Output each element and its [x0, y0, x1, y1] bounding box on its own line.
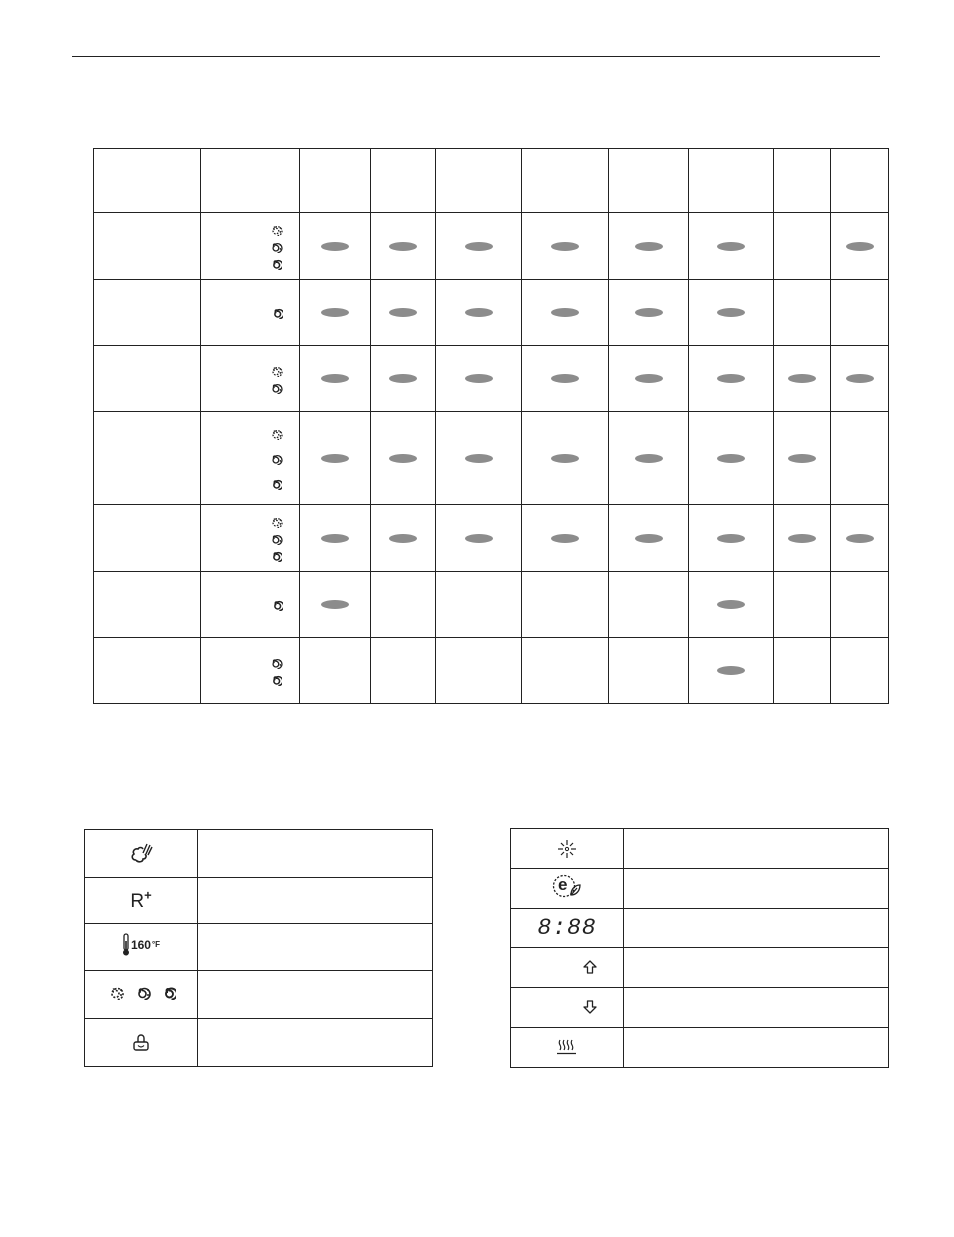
option-cell — [300, 280, 371, 346]
option-cell — [522, 412, 609, 505]
option-available-dot — [321, 600, 349, 609]
option-cell — [522, 346, 609, 412]
option-cell — [300, 638, 371, 704]
soil-level-cell — [201, 572, 300, 638]
option-available-dot — [321, 242, 349, 251]
child-lock-icon — [132, 1033, 150, 1053]
legend-row — [85, 924, 433, 971]
option-cell — [774, 412, 831, 505]
option-available-dot — [635, 242, 663, 251]
option-cell — [371, 412, 436, 505]
soil-light-icon — [106, 984, 124, 1000]
option-available-dot — [635, 374, 663, 383]
soil-light-icon — [268, 515, 283, 528]
option-cell — [831, 213, 889, 280]
cycle-name-cell — [94, 638, 201, 704]
soil-light-icon — [268, 364, 283, 377]
option-cell — [436, 572, 522, 638]
arrow-down-icon — [583, 1000, 597, 1014]
option-cell — [609, 346, 689, 412]
heated-dry-icon — [556, 1038, 578, 1056]
option-cell — [689, 280, 774, 346]
option-available-dot — [788, 454, 816, 463]
legend-row — [511, 909, 889, 948]
legend-row — [511, 1028, 889, 1068]
rinse-plus-icon: R+ — [130, 887, 152, 913]
header-cell — [94, 149, 201, 213]
soil-light-icon — [268, 427, 283, 440]
option-available-dot — [788, 534, 816, 543]
option-available-dot — [717, 242, 745, 251]
cycle-name-cell — [94, 280, 201, 346]
option-cell — [774, 505, 831, 572]
option-cell — [522, 505, 609, 572]
table-row — [94, 638, 889, 704]
option-cell — [436, 346, 522, 412]
header-cell — [436, 149, 522, 213]
option-available-dot — [551, 534, 579, 543]
table-row — [94, 412, 889, 505]
legend-description — [624, 829, 889, 869]
cycle-name-cell — [94, 505, 201, 572]
legend-description — [624, 869, 889, 909]
option-cell — [774, 346, 831, 412]
header-cell — [522, 149, 609, 213]
header-cell — [609, 149, 689, 213]
option-available-dot — [717, 600, 745, 609]
legend-description — [624, 909, 889, 948]
option-cell — [831, 505, 889, 572]
option-cell — [609, 505, 689, 572]
option-available-dot — [389, 242, 417, 251]
option-available-dot — [321, 308, 349, 317]
option-available-dot — [717, 454, 745, 463]
cycle-name-cell — [94, 412, 201, 505]
header-cell — [689, 149, 774, 213]
table-header-row — [94, 149, 889, 213]
soil-level-cell — [201, 280, 300, 346]
soil-heavy-icon — [269, 477, 282, 490]
option-cell — [371, 213, 436, 280]
option-cell — [689, 412, 774, 505]
option-cell — [689, 213, 774, 280]
legend-row — [511, 869, 889, 909]
option-available-dot — [551, 242, 579, 251]
option-available-dot — [321, 454, 349, 463]
option-cell — [300, 572, 371, 638]
option-cell — [689, 638, 774, 704]
option-available-dot — [389, 374, 417, 383]
option-cell — [831, 572, 889, 638]
soil-heavy-icon — [270, 306, 283, 319]
legend-row — [511, 829, 889, 869]
option-cell — [831, 280, 889, 346]
option-cell — [609, 213, 689, 280]
cycle-name-cell — [94, 346, 201, 412]
legend-description — [624, 948, 889, 988]
option-cell — [689, 572, 774, 638]
option-cell — [609, 572, 689, 638]
option-available-dot — [465, 374, 493, 383]
header-cell — [774, 149, 831, 213]
option-available-dot — [389, 534, 417, 543]
table-row — [94, 280, 889, 346]
option-available-dot — [551, 374, 579, 383]
soil-medium-icon — [133, 984, 151, 1000]
option-available-dot — [846, 374, 874, 383]
option-cell — [300, 412, 371, 505]
soil-heavy-icon — [270, 598, 283, 611]
option-available-dot — [717, 374, 745, 383]
option-available-dot — [635, 454, 663, 463]
table-row — [94, 572, 889, 638]
option-available-dot — [717, 534, 745, 543]
legend-description — [198, 878, 433, 924]
option-available-dot — [846, 242, 874, 251]
soil-medium-icon — [268, 532, 283, 545]
legend-row — [85, 971, 433, 1019]
option-cell — [300, 346, 371, 412]
time-display-icon: 8:88 — [537, 915, 597, 941]
option-cell — [609, 412, 689, 505]
arrow-up-icon — [583, 960, 597, 974]
steam-icon — [128, 841, 154, 867]
legend-table-left — [84, 829, 433, 1067]
soil-heavy-icon — [269, 257, 282, 270]
option-cell — [689, 346, 774, 412]
legend-description — [198, 830, 433, 878]
option-cell — [774, 280, 831, 346]
option-cell — [371, 346, 436, 412]
soil-level-cell — [201, 346, 300, 412]
legend-row — [511, 948, 889, 988]
soil-level-cell — [201, 412, 300, 505]
legend-row — [85, 1019, 433, 1067]
option-cell — [371, 505, 436, 572]
table-row — [94, 346, 889, 412]
soil-medium-icon — [268, 656, 283, 669]
option-available-dot — [321, 374, 349, 383]
option-available-dot — [389, 454, 417, 463]
option-available-dot — [551, 454, 579, 463]
option-cell — [371, 280, 436, 346]
cycle-name-cell — [94, 572, 201, 638]
option-cell — [436, 412, 522, 505]
option-available-dot — [465, 454, 493, 463]
option-cell — [609, 280, 689, 346]
option-available-dot — [465, 242, 493, 251]
header-cell — [300, 149, 371, 213]
option-cell — [831, 638, 889, 704]
soil-light-icon — [268, 223, 283, 236]
soil-levels-icon — [106, 984, 176, 1000]
option-cell — [774, 213, 831, 280]
header-cell — [831, 149, 889, 213]
soil-level-cell — [201, 505, 300, 572]
soil-heavy-icon — [269, 549, 282, 562]
option-available-dot — [635, 308, 663, 317]
option-cell — [522, 638, 609, 704]
legend-row — [85, 878, 433, 924]
legend-description — [198, 924, 433, 971]
option-available-dot — [635, 534, 663, 543]
option-cell — [300, 213, 371, 280]
option-available-dot — [389, 308, 417, 317]
option-cell — [609, 638, 689, 704]
legend-row — [511, 988, 889, 1028]
sanitize-sparkle-icon — [557, 839, 577, 859]
legend-description — [624, 988, 889, 1028]
option-cell — [300, 505, 371, 572]
soil-medium-icon — [268, 240, 283, 253]
option-cell — [774, 638, 831, 704]
option-cell — [436, 213, 522, 280]
soil-medium-icon — [268, 381, 283, 394]
eco-leaf-icon: e — [552, 873, 582, 899]
option-cell — [522, 213, 609, 280]
option-available-dot — [321, 534, 349, 543]
cycle-name-cell — [94, 213, 201, 280]
legend-description — [198, 971, 433, 1019]
option-available-dot — [465, 308, 493, 317]
table-row — [94, 505, 889, 572]
option-available-dot — [846, 534, 874, 543]
option-cell — [436, 280, 522, 346]
option-cell — [371, 572, 436, 638]
option-cell — [436, 638, 522, 704]
header-cell — [201, 149, 300, 213]
option-cell — [831, 412, 889, 505]
option-cell — [371, 638, 436, 704]
soil-level-cell — [201, 213, 300, 280]
header-cell — [371, 149, 436, 213]
legend-description — [198, 1019, 433, 1067]
option-available-dot — [465, 534, 493, 543]
soil-medium-icon — [268, 452, 283, 465]
option-cell — [831, 346, 889, 412]
top-rule — [72, 56, 880, 57]
soil-heavy-icon — [160, 984, 176, 1000]
soil-heavy-icon — [269, 673, 282, 686]
soil-level-cell — [201, 638, 300, 704]
cycle-options-table — [93, 148, 889, 704]
legend-table-right — [510, 828, 889, 1068]
option-available-dot — [717, 308, 745, 317]
option-available-dot — [788, 374, 816, 383]
legend-description — [624, 1028, 889, 1068]
table-row — [94, 213, 889, 280]
option-available-dot — [551, 308, 579, 317]
option-cell — [774, 572, 831, 638]
option-cell — [689, 505, 774, 572]
option-available-dot — [717, 666, 745, 675]
option-cell — [436, 505, 522, 572]
option-cell — [522, 572, 609, 638]
option-cell — [522, 280, 609, 346]
legend-row — [85, 830, 433, 878]
thermometer-160f-icon: 160 °F — [122, 933, 160, 957]
